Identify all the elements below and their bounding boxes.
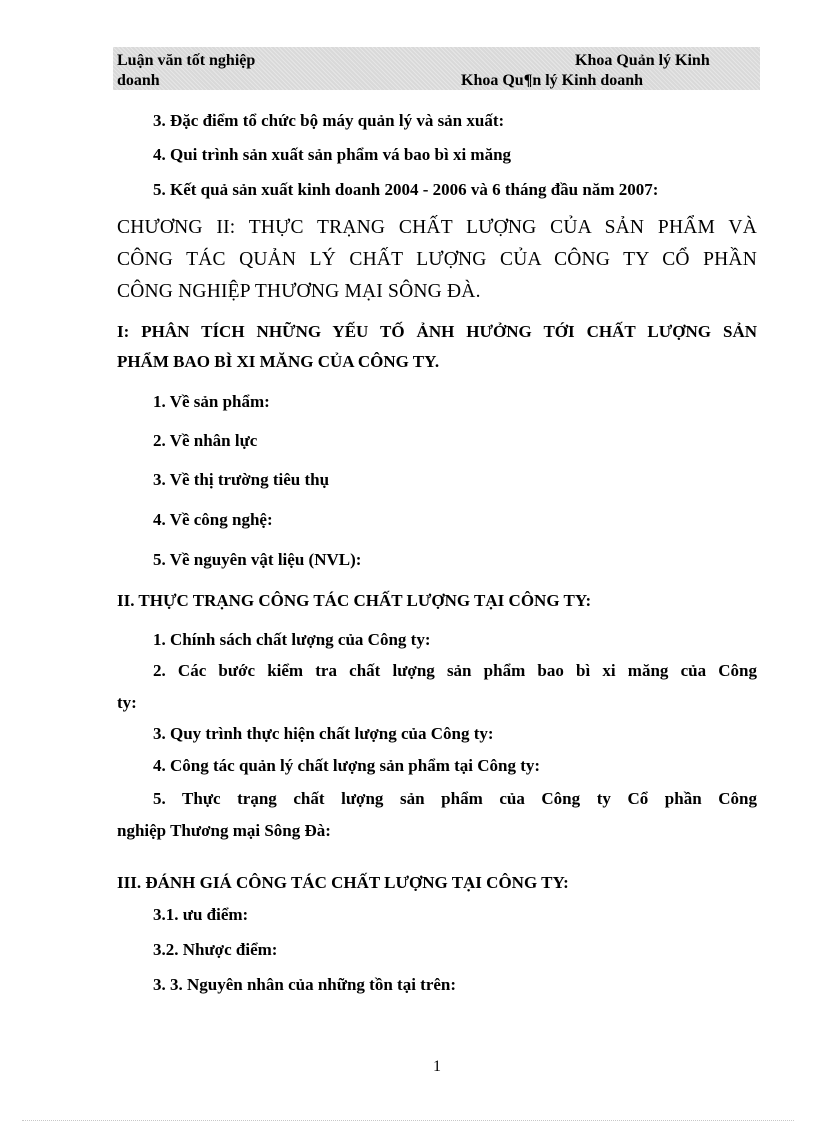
list-item: 3. Quy trình thực hiện chất lượng của Công ty:	[153, 724, 494, 743]
list-item: 5. Kết quả sản xuất kinh doanh 2004 - 2006 và 6 tháng đầu năm 2007:	[153, 180, 659, 199]
list-item: 4. Qui trình sản xuất sản phẩm vá bao bì xi măng	[153, 145, 512, 164]
header-left-line1: Luận văn tốt nghiệp	[117, 52, 256, 69]
chapter-title-line: CHƯƠNG II: THỰC TRẠNG CHẤT LƯỢNG CỦA SẢN PHẨM VÀ	[117, 217, 757, 238]
page-number: 1	[433, 1058, 441, 1075]
list-item: 2. Về nhân lực	[153, 431, 258, 450]
page-bottom-rule	[22, 1120, 794, 1121]
list-item: 4. Về công nghệ:	[153, 510, 273, 529]
list-item: 3. Đặc điểm tổ chức bộ máy quản lý và sản xuất:	[153, 111, 505, 130]
chapter-title-line: CÔNG NGHIỆP THƯƠNG MẠI SÔNG ĐÀ.	[117, 281, 481, 302]
section-2-title: II. THỰC TRẠNG CÔNG TÁC CHẤT LƯỢNG TẠI CÔNG TY:	[117, 591, 592, 610]
list-item: 3. Về thị trường tiêu thụ	[153, 470, 330, 489]
list-item: 3.1. ưu điểm:	[153, 905, 249, 924]
list-item: 5. Thực trạng chất lượng sản phẩm của Công ty Cổ phần Công	[153, 789, 757, 808]
list-item: 2. Các bước kiểm tra chất lượng sản phẩm bao bì xi măng của Công	[153, 661, 757, 680]
list-item: 5. Về nguyên vật liệu (NVL):	[153, 550, 362, 569]
header-right-line1: Khoa Quản lý Kinh	[575, 52, 710, 69]
list-item-continuation: ty:	[117, 693, 137, 712]
list-item: 3.2. Nhược điểm:	[153, 940, 278, 959]
list-item-continuation: nghiệp Thương mại Sông Đà:	[117, 821, 331, 840]
header-right-line2: Khoa Qu¶n lý Kinh doanh	[461, 72, 644, 89]
section-1-title-line: PHẨM BAO BÌ XI MĂNG CỦA CÔNG TY.	[117, 352, 440, 371]
chapter-title-line: CÔNG TÁC QUẢN LÝ CHẤT LƯỢNG CỦA CÔNG TY CỔ PHẦN	[117, 249, 757, 270]
list-item: 1. Chính sách chất lượng của Công ty:	[153, 630, 431, 649]
list-item: 3. 3. Nguyên nhân của những tồn tại trên:	[153, 975, 457, 994]
list-item: 1. Về sản phẩm:	[153, 392, 270, 411]
header-left-line2: doanh	[117, 72, 160, 89]
section-3-title: III. ĐÁNH GIÁ CÔNG TÁC CHẤT LƯỢNG TẠI CÔNG TY:	[117, 873, 569, 892]
section-1-title-line: I: PHÂN TÍCH NHỮNG YẾU TỐ ẢNH HƯỞNG TỚI CHẤT LƯỢNG SẢN	[117, 322, 757, 341]
list-item: 4. Công tác quản lý chất lượng sản phẩm tại Công ty:	[153, 756, 541, 775]
